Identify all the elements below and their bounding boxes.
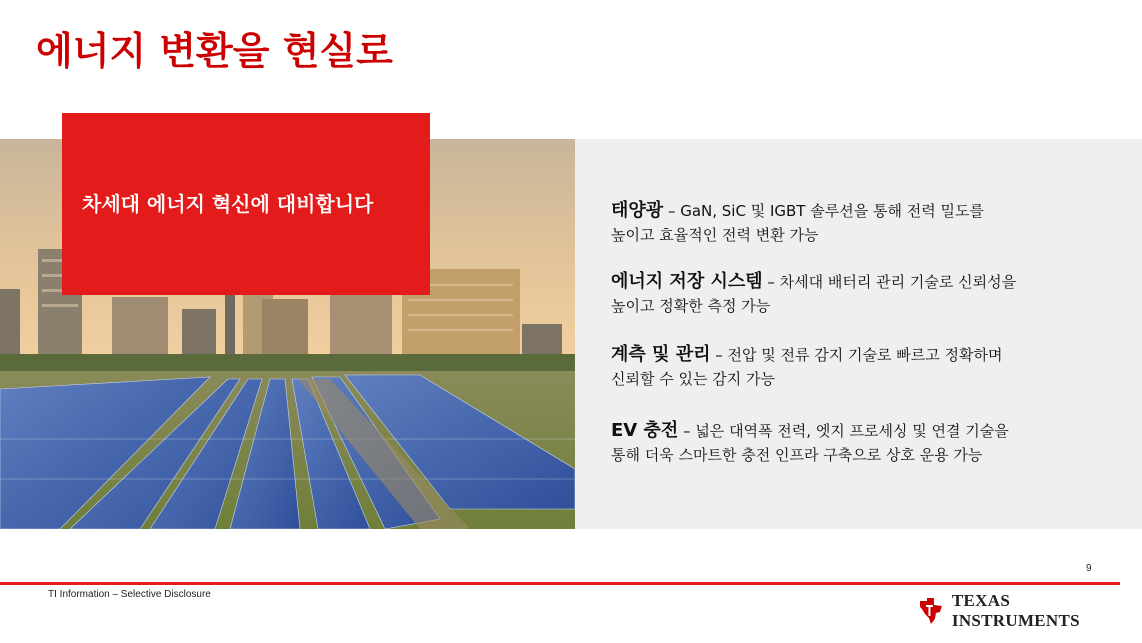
banner-text: 차세대 에너지 혁신에 대비합니다	[82, 192, 374, 216]
bullet-text-line2: 높이고 정확한 측정 가능	[611, 297, 771, 315]
bullet-heading: 계측 및 관리	[611, 344, 711, 365]
page-number: 9	[1086, 563, 1092, 574]
ti-logo	[918, 591, 1142, 630]
bullet-heading: 에너지 저장 시스템	[611, 271, 763, 292]
bullet-text: – GaN, SiC 및 IGBT 솔루션을 통해 전력 밀도를	[663, 202, 984, 220]
ti-map-icon	[918, 597, 944, 625]
bullet-text-line2: 통해 더욱 스마트한 충전 인프라 구축으로 상호 운용 가능	[611, 446, 983, 464]
slide-title: 에너지 변환을 현실로	[36, 29, 393, 73]
bullet-heading: 태양광	[611, 200, 664, 221]
bullet-text: – 차세대 배터리 관리 기술로 신뢰성을	[762, 273, 1017, 291]
footer-disclosure: TI Information – Selective Disclosure	[48, 589, 211, 600]
ti-wordmark	[952, 591, 1142, 631]
ti-word-texas: TEXAS	[951, 591, 1011, 610]
bullet-text-line2: 신뢰할 수 있는 감지 가능	[611, 370, 775, 388]
bullet-metering	[611, 343, 1111, 391]
ti-word-instruments: INSTRUMENTS	[951, 611, 1080, 630]
bullet-ev-charging	[611, 419, 1111, 467]
footer-divider	[0, 582, 1120, 585]
bullet-text-line2: 높이고 효율적인 전력 변환 가능	[611, 226, 819, 244]
bullet-solar	[611, 199, 1111, 247]
bullets-panel	[575, 139, 1142, 529]
bullet-energy-storage	[611, 270, 1111, 318]
bullet-text: – 전압 및 전류 감지 기술로 빠르고 정확하며	[710, 346, 1003, 364]
bullet-text: – 넓은 대역폭 전력, 엣지 프로세싱 및 연결 기술을	[678, 422, 1009, 440]
bullet-heading: EV 충전	[611, 420, 679, 441]
